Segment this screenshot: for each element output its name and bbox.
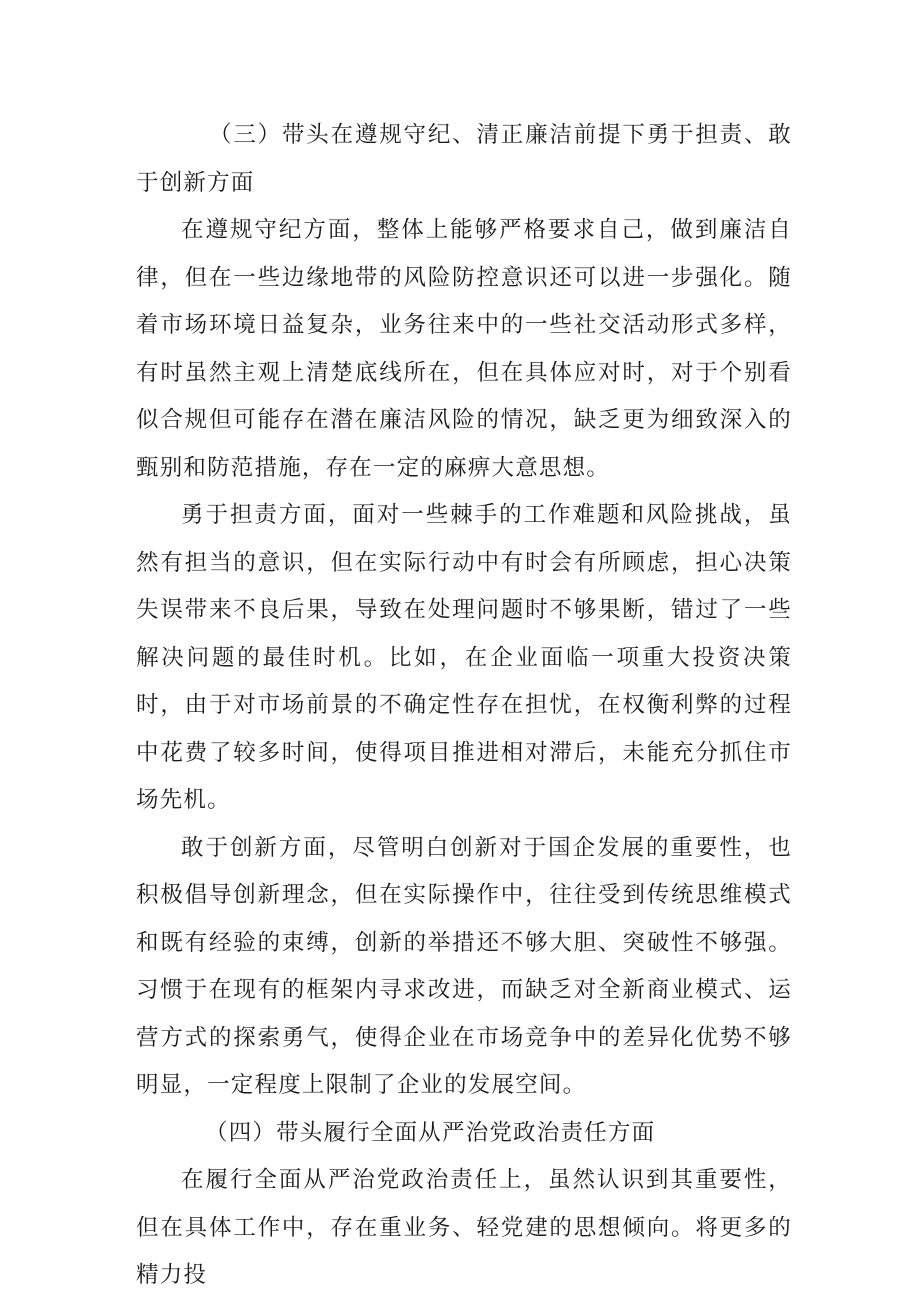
section-heading-4: （四）带头履行全面从严治党政治责任方面 (205, 1119, 656, 1146)
paragraph-responsibility: 勇于担责方面，面对一些棘手的工作难题和风险挑战，虽然有担当的意识，但在实际行动中有时会有所顾虑，担心决策失误带来不良后果，导致在处理问题时不够果断，错过了一些解决问题的最佳时机。比如，在企业面临一项重大投资决策时，由于对市场前景的不确定性存在担忧，在权衡利弊的过程中花费了较多时间，使得项目推进相对滞后，未能充分抓住市场先机。 (136, 502, 792, 813)
paragraph-innovation: 敢于创新方面，尽管明白创新对于国企发展的重要性，也积极倡导创新理念，但在实际操作中，往往受到传统思维模式和既有经验的束缚，创新的举措还不够大胆、突破性不够强。习惯于在现有的框架内寻求改进，而缺乏对全新商业模式、运营方式的探索勇气，使得企业在市场竞争中的差异化优势不够明显，一定程度上限制了企业的发展空间。 (136, 834, 792, 1098)
paragraph-discipline: 在遵规守纪方面，整体上能够严格要求自己，做到廉洁自律，但在一些边缘地带的风险防控意识还可以进一步强化。随着市场环境日益复杂，业务往来中的一些社交活动形式多样，有时虽然主观上清楚底线所在，但在具体应对时，对于个别看似合规但可能存在潜在廉洁风险的情况，缺乏更为细致深入的甄别和防范措施，存在一定的麻痹大意思想。 (136, 217, 792, 481)
paragraph-party-governance: 在履行全面从严治党政治责任上，虽然认识到其重要性，但在具体工作中，存在重业务、轻党建的思想倾向。将更多的精力投 (136, 1167, 792, 1288)
section-heading-3: （三）带头在遵规守纪、清正廉洁前提下勇于担责、敢于创新方面 (136, 122, 792, 196)
document-body (136, 112, 792, 1300)
